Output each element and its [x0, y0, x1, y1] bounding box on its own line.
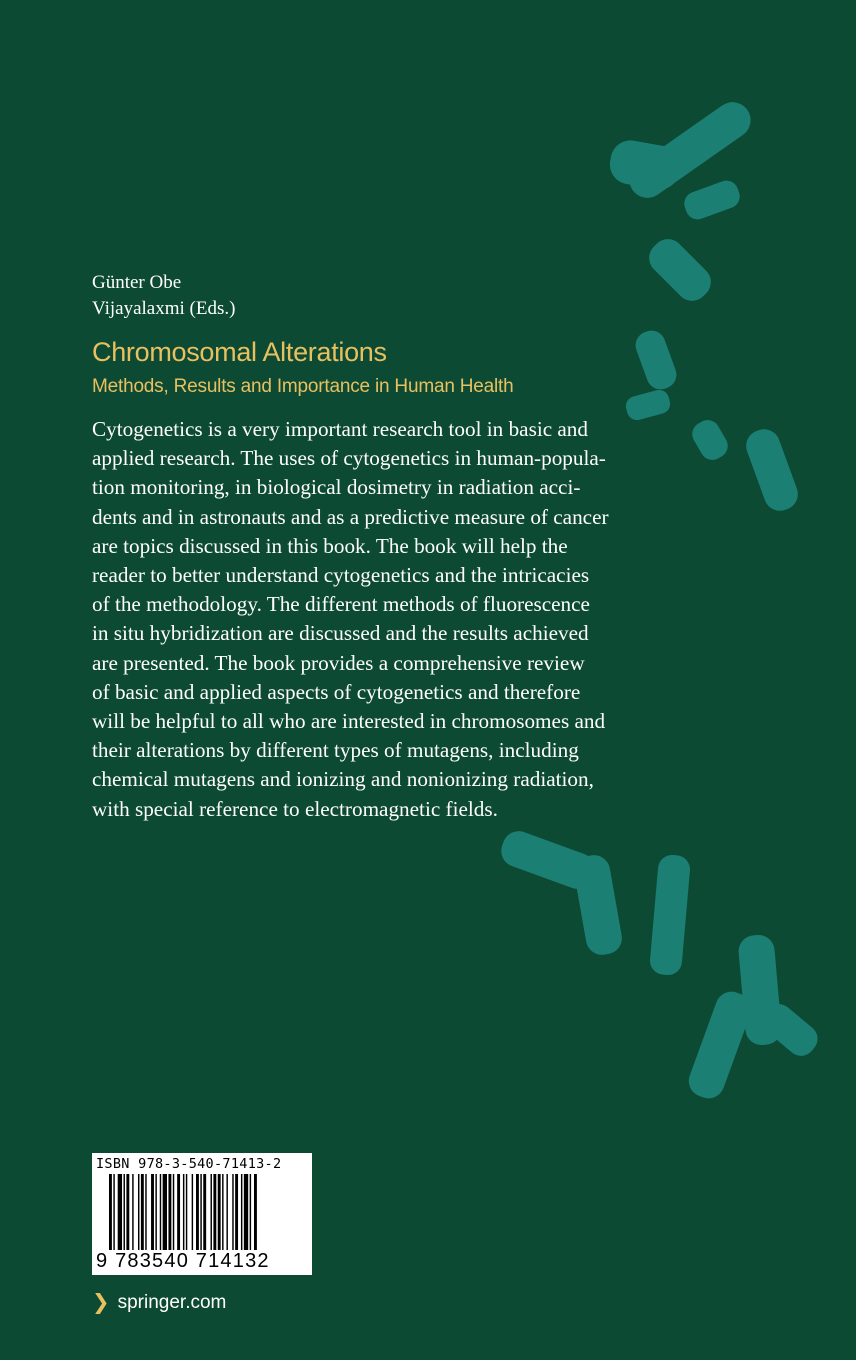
- description-line: will be helpful to all who are interested in chromosomes and: [92, 709, 606, 734]
- description-line: with special reference to electromagnetic fields.: [92, 796, 498, 821]
- editor-name-2: Vijayalaxmi (Eds.): [92, 298, 236, 319]
- chevron-right-icon: ❯: [92, 1291, 110, 1314]
- barcode-digits: 9 783540 714132: [96, 1250, 270, 1272]
- description-line: tion monitoring, in biological dosimetry in radiation acci-: [92, 475, 581, 500]
- description-line: their alterations by different types of mutagens, including: [92, 738, 579, 763]
- isbn-barcode: [92, 1153, 312, 1275]
- book-subtitle: Methods, Results and Importance in Human Health: [92, 376, 514, 397]
- description-line: of the methodology. The different methods of fluorescence: [92, 592, 590, 617]
- description-line: dents and in astronauts and as a predictive measure of cancer: [92, 504, 609, 529]
- description-line: in situ hybridization are discussed and the results achieved: [92, 621, 589, 646]
- isbn-label: ISBN 978-3-540-71413-2: [96, 1156, 282, 1172]
- editors: [92, 270, 235, 322]
- description-line: of basic and applied aspects of cytogenetics and therefore: [92, 679, 581, 704]
- description-line: are presented. The book provides a comprehensive review: [92, 650, 585, 675]
- description-line: chemical mutagens and ionizing and nonionizing radiation,: [92, 767, 594, 792]
- springer-link[interactable]: [92, 1290, 226, 1316]
- description-line: Cytogenetics is a very important research tool in basic and: [92, 417, 588, 441]
- springer-link-text: springer.com: [117, 1292, 227, 1313]
- description-line: are topics discussed in this book. The book will help the: [92, 533, 568, 558]
- barcode-bars: [109, 1174, 299, 1250]
- description-line: reader to better understand cytogenetics and the intricacies: [92, 563, 590, 588]
- book-description: [92, 415, 712, 824]
- description-line: applied research. The uses of cytogenetics in human-popula-: [92, 446, 606, 471]
- editor-name-1: Günter Obe: [92, 272, 182, 293]
- book-title: Chromosomal Alterations: [92, 337, 387, 367]
